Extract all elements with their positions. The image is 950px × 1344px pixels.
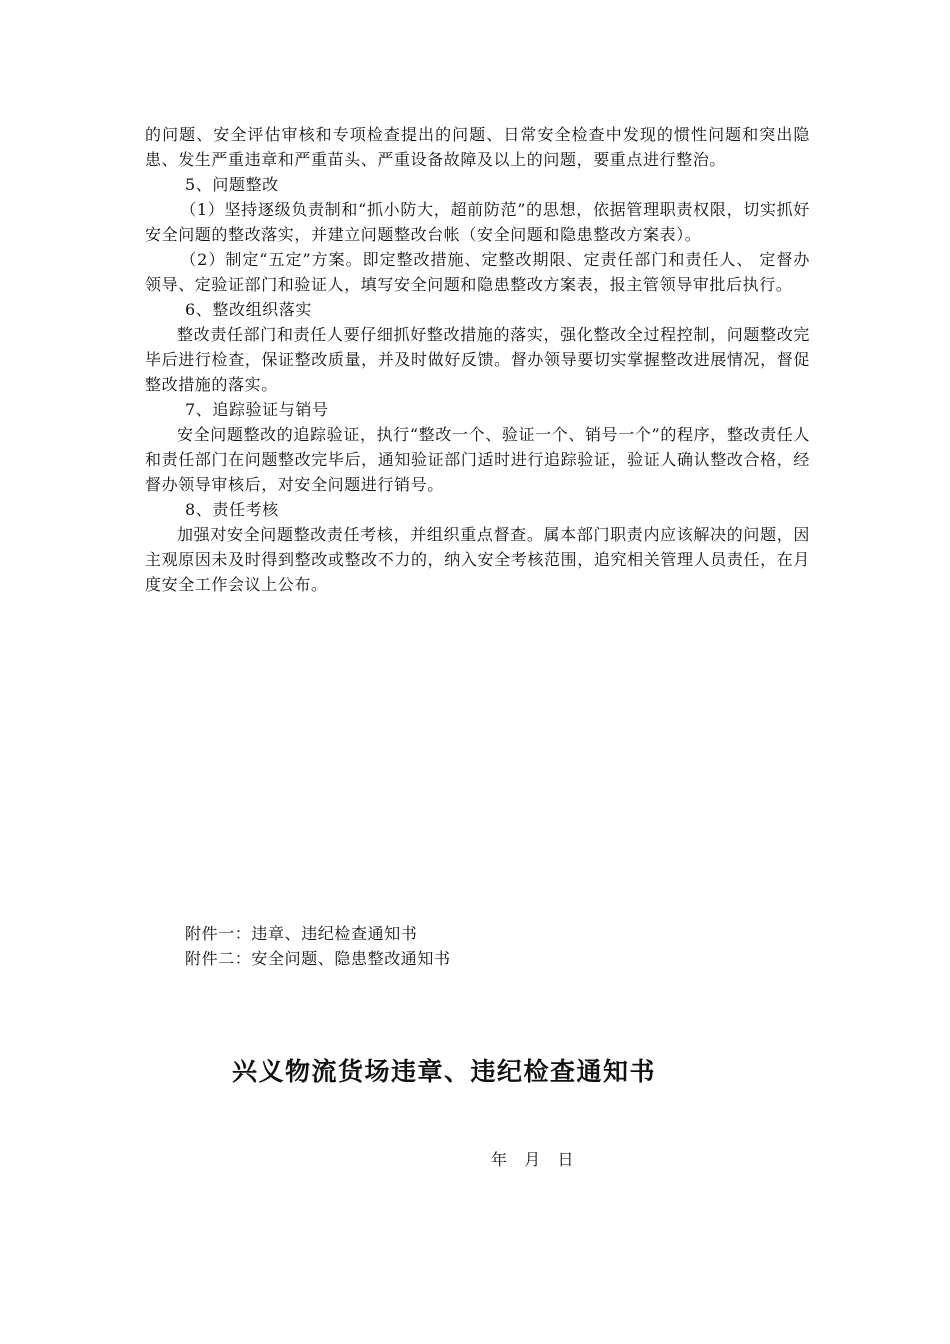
attachment-item-2: 附件二：安全问题、隐患整改通知书 <box>185 949 451 968</box>
notice-title: 兴义物流货场违章、违纪检查通知书 <box>231 1057 656 1086</box>
date-line: 年 月 日 <box>491 1150 575 1169</box>
section-5-item-1: （1）坚持逐级负责制和“抓小防大，超前防范”的思想，依据管理职责权限，切实抓好安全问题的整改落实，并建立问题整改台帐（安全问题和隐患整改方案表）。 <box>145 200 810 244</box>
document-body <box>145 122 810 597</box>
section-8-paragraph: 加强对安全问题整改责任考核，并组织重点督查。属本部门职责内应该解决的问题，因主观原因未及时得到整改或整改不力的，纳入安全考核范围，追究相关管理人员责任，在月度安全工作会议上公布。 <box>145 525 810 594</box>
attachment-item-1: 附件一：违章、违纪检查通知书 <box>185 924 418 943</box>
attachments-list <box>185 921 451 971</box>
section-7-paragraph: 安全问题整改的追踪验证，执行“整改一个、验证一个、销号一个”的程序，整改责任人和责任部门在问题整改完毕后，通知验证部门适时进行追踪验证，验证人确认整改合格，经督办领导审核后，对安全问题进行销号。 <box>145 425 810 494</box>
section-7-heading: 7、追踪验证与销号 <box>185 400 329 419</box>
section-6-paragraph: 整改责任部门和责任人要仔细抓好整改措施的落实，强化整改全过程控制，问题整改完毕后进行检查，保证整改质量，并及时做好反馈。督办领导要切实掌握整改进展情况，督促整改措施的落实。 <box>145 325 810 394</box>
section-5-item-2: （2）制定“五定”方案。即定整改措施、定整改期限、定责任部门和责任人、 定督办领导、定验证部门和验证人，填写安全问题和隐患整改方案表，报主管领导审批后执行。 <box>145 250 810 294</box>
section-5-heading: 5、问题整改 <box>185 175 279 194</box>
section-8-heading: 8、责任考核 <box>185 500 279 519</box>
continuation-paragraph: 的问题、安全评估审核和专项检查提出的问题、日常安全检查中发现的惯性问题和突出隐患、发生严重违章和严重苗头、严重设备故障及以上的问题，要重点进行整治。 <box>145 125 810 169</box>
section-6-heading: 6、整改组织落实 <box>185 300 312 319</box>
